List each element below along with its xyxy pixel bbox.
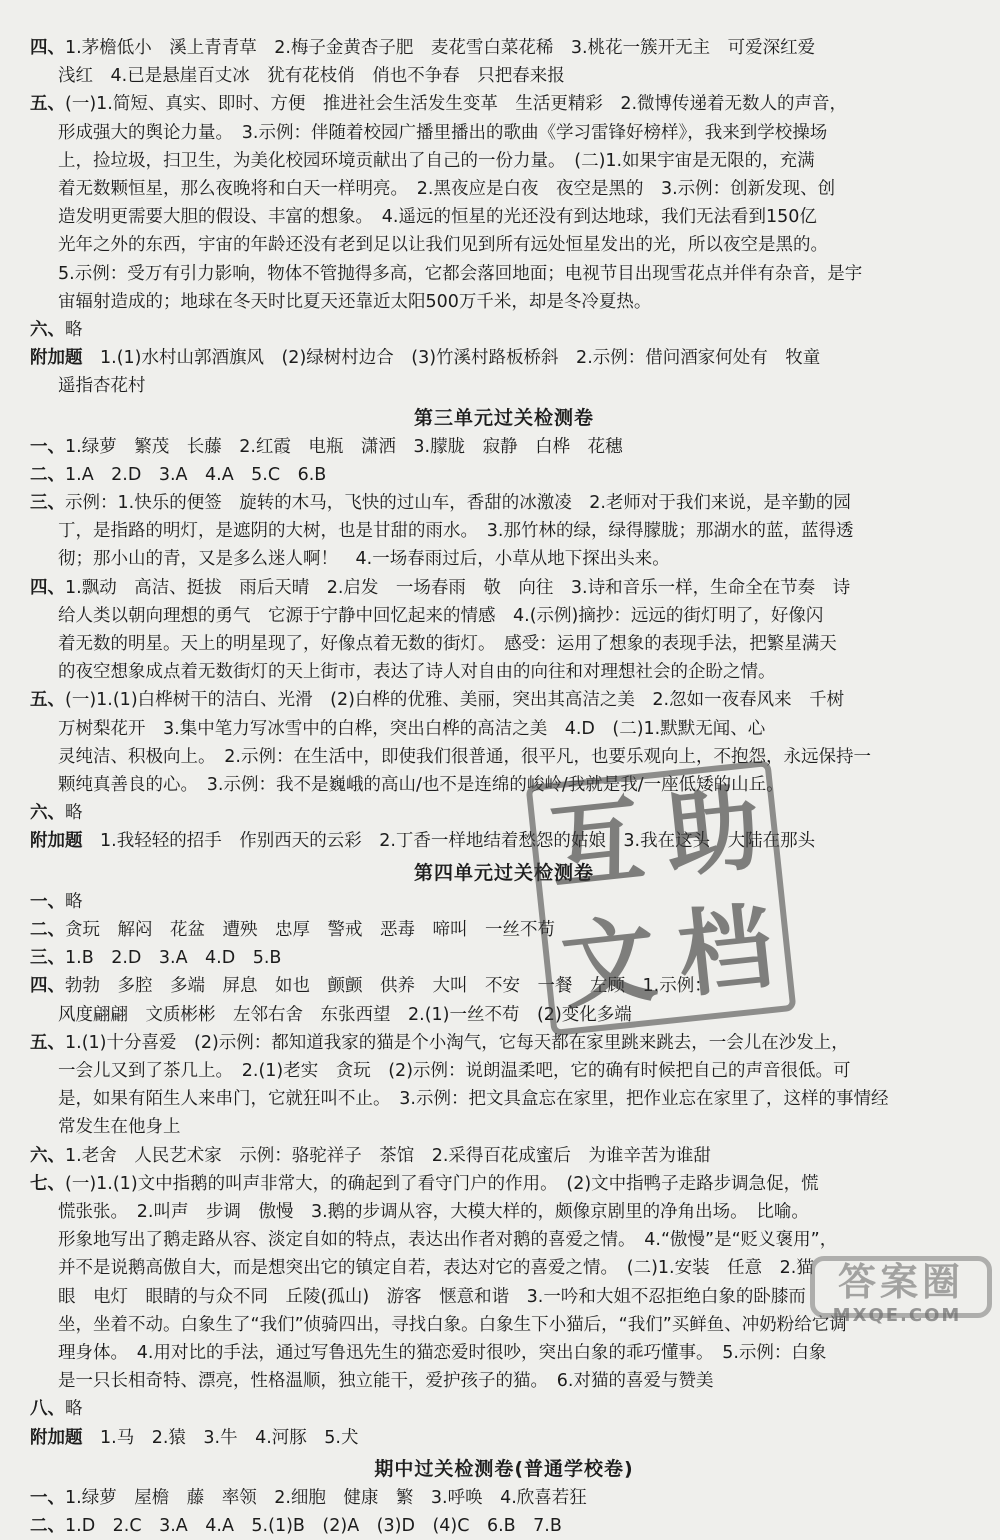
answer-text: 略 [65,891,83,912]
answer-text: 贪玩 解闷 花盆 遭殃 忠厚 警戒 恶毒 啼叫 一丝不苟 [65,919,555,940]
stamp-char: 助 [660,772,766,892]
answer-line: 是，如果有陌生人来串门，它就狂叫不止。 3.示例：把文具盒忘在家里，把作业忘在家里了，这样的事情经 [58,1089,889,1110]
question-number: 一、 [30,436,65,457]
answer-line: 灵纯洁、积极向上。 2.示例：在生活中，即使我们很普通，很平凡，也要乐观向上，不抱怨，永远保持一 [58,746,871,767]
answer-text: 1.飘动 高洁、挺拔 雨后天晴 2.启发 一场春雨 敬 向往 3.诗和音乐一样，生命全在节奏 诗 [65,577,851,598]
answer-text: 1.A 2.D 3.A 4.A 5.C 6.B [65,464,327,485]
question-number: 三、 [30,493,65,514]
answer-line: 造发明更需要大胆的假设、丰富的想象。 4.遥远的恒星的光还没有到达地球，我们无法看到150亿 [58,207,817,228]
answer-line: 是一只长相奇特、漂亮，性格温顺，独立能干，爱护孩子的猫。 6.对猫的喜爱与赞美 [58,1371,714,1392]
question-number: 一、 [30,891,65,912]
answer-text: 略 [65,1399,83,1420]
answer-line [30,1142,978,1170]
question-number: 四、 [30,577,65,598]
section-heading: 第三单元过关检测卷 [413,406,594,429]
answer-line: 宙辐射造成的；地球在冬天时比夏天还靠近太阳500万千米，却是冬冷夏热。 [58,291,652,312]
stamp-watermark [526,760,797,1036]
answer-text: (一)1.(1)白桦树干的洁白、光滑 (2)白桦的优雅、美丽，突出其高洁之美 2.忽如一夜春风来 千树 [65,690,845,711]
question-number: 六、 [30,1145,65,1166]
answer-line: 形象地写出了鹅走路从容、淡定自如的特点，表达出作者对鹅的喜爱之情。 4.“傲慢”是“贬义褒用”， [58,1230,838,1251]
answer-line [30,90,978,118]
answer-line [30,799,978,827]
question-number: 附加题 [30,348,83,369]
answer-line: 并不是说鹅高傲自大，而是想突出它的镇定自若，表达对它的喜爱之情。 (二)1.安装 任意 2.猫 [58,1258,814,1279]
answer-line: 常发生在他身上 [58,1117,181,1138]
answer-line: 形成强大的舆论力量。 3.示例：伴随着校园广播里播出的歌曲《学习雷锋好榜样》，我来到学校操场 [58,122,828,143]
question-number: 一、 [30,1487,65,1508]
question-number: 二、 [30,919,65,940]
watermark-url: MXQE.COM [832,1305,962,1326]
answer-line [30,34,978,62]
question-number: 八、 [30,1399,65,1420]
answer-line [30,1170,978,1198]
answer-text: 1.马 2.猿 3.牛 4.河豚 5.犬 [82,1427,359,1448]
answer-line: 眼 电灯 眼睛的与众不同 丘陵(孤山) 游客 惬意和谐 3.一吟和大姐不忍拒绝白象的卧膝而 [58,1286,806,1307]
answer-text: 1.(1)十分喜爱 (2)示例：都知道我家的猫是个小淘气，它每天都在家里跳来跳去，一会儿在沙发上， [65,1032,849,1053]
question-number: 四、 [30,38,65,58]
answer-text: 1.茅檐低小 溪上青青草 2.梅子金黄杏子肥 麦花雪白菜花稀 3.桃花一簇开无主 可爱深红爱 [65,38,816,58]
answer-line: 慌张张。 2.叫声 步调 傲慢 3.鹅的步调从容，大模大样的，颇像京剧里的净角出场。 比喻。 [58,1201,809,1222]
question-number: 七、 [30,1173,65,1194]
answer-line: 浅红 4.已是悬崖百丈冰 犹有花枝俏 俏也不争春 只把春来报 [58,66,565,87]
answer-line: 着无数颗恒星，那么夜晚将和白天一样明亮。 2.黑夜应是白夜 夜空是黑的 3.示例：创新发现、创 [58,179,836,200]
answer-text: 1.(1)水村山郭酒旗风 (2)绿树村边合 (3)竹溪村路板桥斜 2.示例：借问酒家何处有 牧童 [82,348,821,369]
question-number: 附加题 [30,1427,83,1448]
question-number: 五、 [30,690,65,711]
answer-line [30,433,978,461]
stamp-char: 档 [672,891,778,1012]
answer-line [30,916,978,944]
answer-text: 1.D 2.C 3.A 4.A 5.(1)B (2)A (3)D (4)C 6.B 7.B [65,1515,562,1536]
question-number: 三、 [30,948,65,969]
answer-line [30,461,978,489]
answer-text: (一)1.(1)文中指鹅的叫声非常大，的确起到了看守门户的作用。 (2)文中指鸭子走路步调急促，慌 [65,1173,819,1194]
answer-line [30,1512,978,1540]
answer-text: 略 [65,320,83,341]
answer-text: 示例：1.快乐的便签 旋转的木马，飞快的过山车，香甜的冰激凌 2.老师对于我们来说，是辛勤的园 [65,493,851,514]
answer-line [30,888,978,916]
question-number: 附加题 [30,831,83,852]
answer-text: 1.绿萝 繁茂 长藤 2.红霞 电瓶 潇洒 3.朦胧 寂静 白桦 花穗 [65,436,623,457]
answer-line [30,1395,978,1423]
question-number: 二、 [30,1515,65,1536]
answer-line [30,1424,978,1452]
answer-text: 1.老舍 人民艺术家 示例：骆驼祥子 茶馆 2.采得百花成蜜后 为谁辛苦为谁甜 [65,1145,711,1166]
question-number: 二、 [30,464,65,485]
answer-line [30,316,978,344]
answer-line: 光年之外的东西，宇宙的年龄还没有老到足以让我们见到所有远处恒星发出的光，所以夜空是黑的。 [58,235,828,256]
answer-line [30,574,978,602]
answer-line: 风度翩翩 文质彬彬 左邻右舍 东张西望 2.(1)一丝不苟 (2)变化多端 [58,1004,632,1025]
answer-text: (一)1.简短、真实、即时、方便 推进社会生活发生变革 生活更精彩 2.微博传递着无数人的声音， [65,94,848,115]
question-number: 五、 [30,1032,65,1053]
answer-text: 1.我轻轻的招手 作别西天的云彩 2.丁香一样地结着愁怨的姑娘 3.我在这头 大陆在那头 [82,831,816,852]
answer-line [30,344,978,372]
answer-line: 颗纯真善良的心。 3.示例：我不是巍峨的高山/也不是连绵的峻岭/我就是我/一座低矮的山丘。 [58,775,784,796]
answer-line: 坐，坐着不动。白象生了“我们”侦骑四出，寻找白象。白象生下小猫后，“我们”买鲜鱼、冲奶粉给它调 [58,1314,847,1335]
answer-line: 彻；那小山的青，又是多么迷人啊！ 4.一场春雨过后，小草从地下探出头来。 [58,549,670,570]
answer-text: 勃勃 多腔 多端 屏息 如也 颤颤 供养 大叫 不安 一餐 左顾 1.示例： [65,976,712,997]
answer-text: 1.绿萝 屋檐 藤 率领 2.细胞 健康 繁 3.呼唤 4.欣喜若狂 [65,1487,587,1508]
answer-text: 1.B 2.D 3.A 4.D 5.B [65,948,282,969]
section-heading: 期中过关检测卷(普通学校卷) [374,1457,634,1480]
question-number: 六、 [30,320,65,341]
answer-line [30,489,978,517]
answer-line [30,686,978,714]
answer-text: 略 [65,803,83,824]
answer-line: 上，捡垃圾，扫卫生，为美化校园环境贡献出了自己的一份力量。 (二)1.如果宇宙是无限的，充满 [58,150,815,171]
stamp-char: 文 [556,904,662,1024]
answer-line: 遥指杏花村 [58,376,146,397]
answer-line [30,1484,978,1512]
watermark-text: 答案圈 [837,1260,964,1304]
answer-line: 着无数的明星。天上的明星现了，好像点着无数的街灯。 感受：运用了想象的表现手法，把繁星满天 [58,634,837,655]
stamp-char: 互 [544,784,650,905]
answer-line: 的夜空想象成点着无数街灯的天上街市，表达了诗人对自由的向往和对理想社会的企盼之情。 [58,662,776,683]
answer-line: 给人类以朝向理想的勇气 它源于宁静中回忆起来的情感 4.(示例)摘抄：远远的街灯明了，好像闪 [58,605,824,626]
answer-line [30,1029,978,1057]
answer-line: 丁，是指路的明灯，是遮阴的大树，也是甘甜的雨水。 3.那竹林的绿，绿得朦胧；那湖水的蓝，蓝得透 [58,521,854,542]
answer-line [30,827,978,855]
answer-line: 万树梨花开 3.集中笔力写冰雪中的白桦，突出白桦的高洁之美 4.D (二)1.默默无闻、心 [58,718,766,739]
question-number: 六、 [30,803,65,824]
answer-line: 理身体。 4.用对比的手法，通过写鲁迅先生的猫恋爱时很吵，突出白象的乖巧懂事。 5.示例：白象 [58,1342,827,1363]
answer-line [30,944,978,972]
question-number: 四、 [30,976,65,997]
answer-line: 5.示例：受万有引力影响，物体不管抛得多高，它都会落回地面；电视节目出现雪花点并伴有杂音，是宇 [58,263,863,284]
answer-line [30,972,978,1000]
question-number: 五、 [30,94,65,115]
section-heading: 第四单元过关检测卷 [413,861,594,884]
answer-line: 一会儿又到了茶几上。 2.(1)老实 贪玩 (2)示例：说朗温柔吧，它的确有时候把自己的声音很低。可 [58,1060,851,1081]
